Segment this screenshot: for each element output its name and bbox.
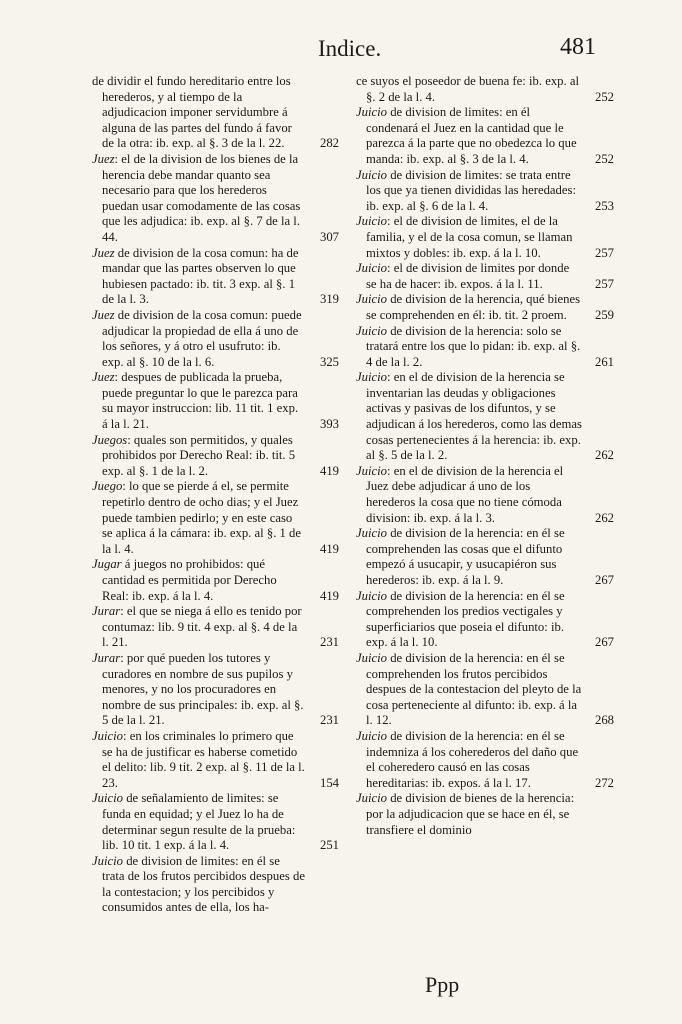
entry-term: Juez	[92, 307, 115, 322]
entry-text: : el de division de limites, el de la familia, y el de la cosa comun, se llaman mixtos y dobles: ib. exp. á la l. 10.	[366, 214, 573, 260]
page-number: 481	[560, 34, 596, 60]
index-entry	[356, 292, 614, 323]
entry-term: Juicio	[92, 728, 124, 743]
entry-term: Juicio	[356, 650, 388, 665]
entry-page-ref: 231	[319, 713, 339, 728]
entry-text: de division de la herencia: solo se tratará entre los que lo pidan: ib. exp. al §. 4 de la l. 2.	[366, 323, 581, 369]
entry-term: Juego	[92, 479, 123, 494]
entry-term: Juicio	[92, 853, 124, 868]
index-entry	[92, 370, 337, 432]
index-entry	[356, 214, 614, 261]
index-entry	[356, 464, 614, 526]
entry-text: : en los criminales lo primero que se ha de justificar es haberse cometido el delito: lib. 9 tit. 2 exp. al §. 11 de la l. 23.	[102, 728, 305, 790]
page-header	[0, 30, 682, 66]
index-entry	[356, 74, 614, 105]
index-entry	[92, 74, 337, 152]
index-entry	[92, 729, 337, 791]
entry-page-ref: 419	[319, 588, 339, 603]
entry-term: Juicio	[356, 588, 388, 603]
index-entry	[356, 370, 614, 464]
entry-text: de dividir el fundo hereditario entre los herederos, y al tiempo de la adjudicacion imponer servidumbre á alguna de las partes del fundo á favor de la otra: ib. exp. al §. 3 de la l. 22.	[92, 74, 292, 151]
index-entry	[356, 729, 614, 791]
index-entry	[92, 854, 337, 916]
entry-text: : lo que se pierde á el, se permite repetirlo dentro de ocho dias; y el Juez puede tambien pedirlo; y en este caso se aplica á la cámara: ib. exp. al §. 1 de la l. 4.	[102, 479, 302, 556]
entry-text: de señalamiento de limites: se funda en equidad; y el Juez lo ha de determinar segun resulte de la prueba: lib. 10 tit. 1 exp. á la l. 4.	[102, 791, 296, 853]
entry-page-ref: 325	[319, 354, 339, 369]
entry-text: de division de bienes de la herencia: por la adjudicacion que se hace en él, se transfiere el dominio	[366, 791, 575, 837]
entry-term: Juicio	[356, 370, 388, 385]
index-entry	[92, 308, 337, 370]
entry-term: Jugar	[92, 557, 122, 572]
entry-text: : el de la division de los bienes de la herencia debe mandar quanto sea necesario para que los herederos puedan usar comodamente de las cosas que les adjudica: ib. exp. al §. 7 de la l. 44.	[102, 151, 301, 244]
entry-text: de division de la cosa comun: puede adjudicar la propiedad de ella á uno de los señores, y á otro el usufruto: ib. exp. al §. 10 de la l. 6.	[102, 307, 302, 369]
entry-text: de division de la herencia: en él se comprehenden los predios vectigales y superficiarios que poseia el difunto: ib. exp. á la l. 10.	[366, 588, 565, 650]
entry-page-ref: 272	[594, 775, 614, 790]
entry-term: Juicio	[356, 292, 388, 307]
index-entry	[92, 246, 337, 308]
entry-page-ref: 154	[319, 775, 339, 790]
entry-term: Juegos	[92, 432, 128, 447]
entry-page-ref: 419	[319, 463, 339, 478]
right-column	[356, 74, 614, 838]
entry-text: : en el de division de la herencia se inventarian las deudas y obligaciones activas y pasivas de los difuntos, y se adjudican á los herederos, como las demas cosas pertenecientes á la herencia: ib. exp. al §. 5 de la l. 2.	[366, 370, 582, 463]
entry-term: Juicio	[356, 261, 388, 276]
entry-page-ref: 257	[594, 276, 614, 291]
index-entry	[356, 651, 614, 729]
entry-text: de division de la cosa comun: ha de mandar que las partes observen lo que hubiesen pactado: ib. tit. 3 exp. al §. 1 de la l. 3.	[102, 245, 299, 307]
entry-text: de division de la herencia: en él se indemniza á los coherederos del daño que el coheredero causó en las cosas hereditarias: ib. expos. á la l. 17.	[366, 728, 579, 790]
index-entry	[92, 604, 337, 651]
entry-text: : quales son permitidos, y quales prohibidos por Derecho Real: ib. tit. 5 exp. al §. 1 de la l. 2.	[102, 432, 296, 478]
entry-page-ref: 419	[319, 541, 339, 556]
entry-page-ref: 268	[594, 713, 614, 728]
index-entry	[92, 557, 337, 604]
index-entry	[356, 105, 614, 167]
index-entry	[356, 589, 614, 651]
entry-page-ref: 307	[319, 229, 339, 244]
entry-page-ref: 282	[319, 136, 339, 151]
index-entry	[356, 168, 614, 215]
entry-page-ref: 252	[594, 151, 614, 166]
index-entry	[92, 433, 337, 480]
entry-text: de division de limites: en él condenará el Juez en la cantidad que le parezca á la parte que no obedezca lo que manda: ib. exp. al §. 3 de la l. 4.	[366, 105, 577, 166]
index-entry	[92, 651, 337, 729]
index-entry	[92, 791, 337, 853]
entry-page-ref: 262	[594, 448, 614, 463]
entry-text: ce suyos el poseedor de buena fe: ib. exp. al §. 2 de la l. 4.	[356, 74, 580, 104]
entry-term: Juez	[92, 151, 115, 166]
entry-term: Jurar	[92, 604, 121, 619]
left-column	[92, 74, 337, 916]
entry-text: de division de la herencia: en él se comprehenden los frutos percibidos despues de la contestacion del pleyto de la cosa perteneciente al difunto: ib. exp. á la l. 12.	[366, 650, 582, 728]
entry-page-ref: 319	[319, 292, 339, 307]
entry-term: Jurar	[92, 650, 121, 665]
entry-page-ref: 257	[594, 245, 614, 260]
entry-term: Juicio	[356, 167, 388, 182]
entry-page-ref: 267	[594, 573, 614, 587]
entry-term: Juicio	[92, 791, 124, 806]
entry-page-ref: 231	[319, 635, 339, 650]
index-entry	[356, 791, 614, 838]
index-entry	[92, 152, 337, 246]
entry-page-ref: 252	[594, 89, 614, 104]
entry-page-ref: 261	[594, 354, 614, 369]
entry-text: : en el de division de la herencia el Juez debe adjudicar á uno de los herederos la cosa que no tiene cómoda division: ib. exp. á la l. 3.	[366, 463, 564, 525]
entry-page-ref: 251	[319, 838, 339, 853]
entry-page-ref: 262	[594, 510, 614, 525]
entry-term: Juicio	[356, 791, 388, 806]
entry-text: de division de la herencia: en él se comprehenden las cosas que el difunto empezó á usucapir, y usucapiéron sus herederos: ib. exp. á la l. 9.	[366, 526, 565, 587]
entry-term: Juez	[92, 370, 115, 385]
entry-text: : por qué pueden los tutores y curadores en nombre de sus pupilos y menores, y no los procuradores en nombre de sus principales: ib. exp. al §. 5 de la l. 21.	[102, 650, 304, 728]
entry-text: de division de la herencia, qué bienes se comprehenden en él: ib. tit. 2 proem.	[366, 292, 581, 322]
entry-term: Juicio	[356, 323, 388, 338]
entry-page-ref: 267	[594, 635, 614, 650]
entry-text: á juegos no prohibidos: qué cantidad es permitida por Derecho Real: ib. exp. á la l. 4.	[102, 557, 277, 603]
index-entry	[92, 479, 337, 557]
entry-page-ref: 253	[594, 198, 614, 213]
entry-page-ref: 259	[594, 307, 614, 322]
entry-term: Juicio	[356, 463, 388, 478]
entry-text: : despues de publicada la prueba, puede preguntar lo que le parezca para su mayor instruccion: lib. 11 tit. 1 exp. á la l. 21.	[102, 370, 299, 432]
index-entry	[356, 324, 614, 371]
entry-term: Juez	[92, 245, 115, 260]
entry-term: Juicio	[356, 105, 388, 120]
entry-term: Juicio	[356, 728, 388, 743]
entry-term: Juicio	[356, 526, 388, 541]
entry-page-ref: 393	[319, 417, 339, 432]
index-entry	[356, 526, 614, 588]
running-title: Indice.	[318, 36, 382, 61]
entry-text: de division de limites: se trata entre los que ya tienen divididas las heredades: ib. exp. al §. 6 de la l. 4.	[366, 167, 576, 213]
index-entry	[356, 261, 614, 292]
entry-text: : el que se niega á ello es tenido por contumaz: lib. 9 tit. 4 exp. al §. 4 de la l. 21.	[102, 604, 302, 650]
entry-text: de division de limites: en él se trata de los frutos percibidos despues de la contestacion; y los percibidos y consumidos antes de ella, los ha-	[102, 853, 305, 915]
printer-signature: Ppp	[425, 972, 460, 997]
entry-term: Juicio	[356, 214, 388, 229]
entry-text: : el de division de limites por donde se ha de hacer: ib. expos. á la l. 11.	[366, 261, 570, 291]
